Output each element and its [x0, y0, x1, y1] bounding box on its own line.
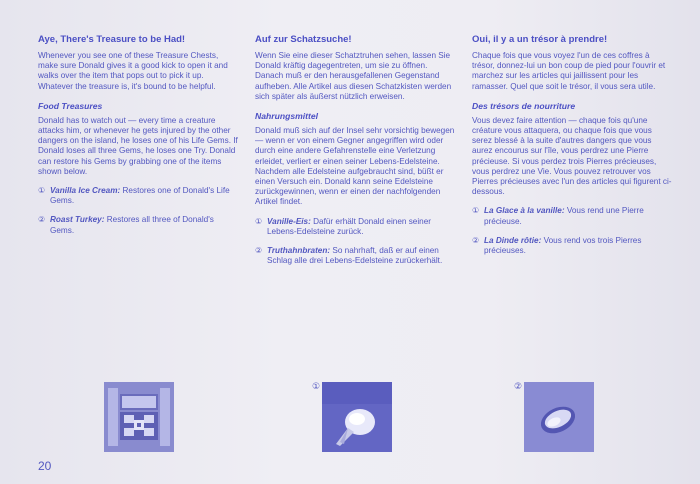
item-description: Dafür erhält Donald einen seiner Lebens-Edelsteine zurück.: [267, 216, 431, 236]
page-number: 20: [38, 459, 52, 473]
roast-turkey-icon: [524, 382, 594, 452]
item-name: La Dinde rôtie:: [484, 235, 542, 245]
item-number: ①: [472, 206, 480, 216]
image-label: ①: [312, 381, 321, 391]
item-name: Vanille-Eis:: [267, 216, 311, 226]
english-item-ice-cream: [38, 186, 238, 206]
treasure-chest-icon: [104, 382, 174, 452]
english-item-turkey: [38, 215, 238, 235]
english-heading: Food Treasures: [38, 100, 103, 111]
item-name: Roast Turkey:: [50, 215, 105, 225]
french-item-turkey: [472, 236, 672, 256]
roast-turkey-image: [514, 381, 594, 452]
french-body: Vous devez faire attention — chaque fois qu'une créature vous attaquera, ou chaque fois que vous serez blessé à la suite d'autres dangers que vous aurez encourus sur l'île, vous perdrez une Pierre précieuse. Si vous perdez trois Pierres précieuses, vous perdrez une Vie. Vous pouvez retrouver vos Pierres précieuses avec l'un des articles qui figurent ci-dessous.: [472, 115, 672, 197]
english-body: Donald has to watch out — every time a creature attacks him, or whenever he gets injured by the other dangers on the island, he loses one of his Life Gems. If Donald loses all three Gems, he loses one Try. Donald can restore his Gems by grabbing one of the items shown below.: [38, 115, 238, 176]
french-heading: Des trésors de nourriture: [472, 100, 576, 111]
german-title: Auf zur Schatzsuche!: [255, 34, 352, 45]
german-body: Donald muß sich auf der Insel sehr vorsichtig bewegen — wenn er von einem Gegner angegriffen wird oder durch eine andere Gefahrenstelle eine Verletzung erleidet, verliert er einen seiner Lebens-Edelsteine. Nachdem alle Edelsteine aufgebraucht sind, büßt er einen Versuch ein. Donald kann seine Edelsteine zurückgewinnen, wenn er einen der nachfolgenden Artikel findet.: [255, 126, 455, 207]
item-number: ②: [255, 246, 263, 256]
item-description: Vous rend vos trois Pierres précieuses.: [484, 235, 642, 256]
item-description: So nahrhaft, daß er auf einen Schlag alle drei Lebens-Edelsteine zurückerhält.: [267, 246, 443, 266]
item-number: ①: [255, 216, 263, 226]
item-number: ①: [38, 186, 46, 196]
ice-cream-icon: [322, 382, 392, 452]
item-name: La Glace à la vanille:: [484, 206, 565, 216]
german-intro: Wenn Sie eine dieser Schatztruhen sehen, lassen Sie Donald kräftig dagegentreten, um sie zu öffnen. Danach muß er den herausgefallenen Gegenstand aufheben. Alle Artikel aus diesen Schatzkisten werden sich später als äußerst nützlich erweisen.: [255, 51, 452, 101]
english-column: [38, 34, 238, 236]
item-number: ②: [472, 235, 480, 245]
german-heading: Nahrungsmittel: [255, 111, 319, 122]
german-column: [255, 34, 455, 266]
german-item-ice-cream: [255, 217, 455, 237]
item-name: Vanilla Ice Cream:: [50, 186, 121, 196]
item-name: Truthahnbraten:: [267, 246, 331, 256]
ice-cream-image: [312, 381, 392, 452]
treasure-chest-image: [104, 382, 174, 452]
item-description: Restores one of Donald's Life Gems.: [50, 186, 230, 206]
item-description: Vous rend une Pierre précieuse.: [484, 206, 644, 226]
french-title: Oui, il y a un trésor à prendre!: [472, 34, 608, 45]
image-label: ②: [514, 381, 523, 391]
german-item-turkey: [255, 246, 455, 266]
french-item-ice-cream: [472, 206, 672, 226]
english-intro: Whenever you see one of these Treasure Chests, make sure Donald gives it a good kick to open it and walks over the item that pops out to pick it up. Whatever the treasure is, it's bound to be helpful.: [38, 51, 228, 91]
french-intro: Chaque fois que vous voyez l'un de ces coffres à trésor, donnez-lui un bon coup de pied pour l'ouvrir et marchez sur les articles qui jaillissent pour les ramasser. Quel que soit le trésor, il vous sera utile.: [472, 51, 666, 91]
item-number: ②: [38, 215, 46, 225]
english-title: Aye, There's Treasure to be Had!: [38, 34, 186, 45]
item-description: Restores all three of Donald's Gems.: [50, 215, 214, 235]
french-column: [472, 34, 672, 256]
